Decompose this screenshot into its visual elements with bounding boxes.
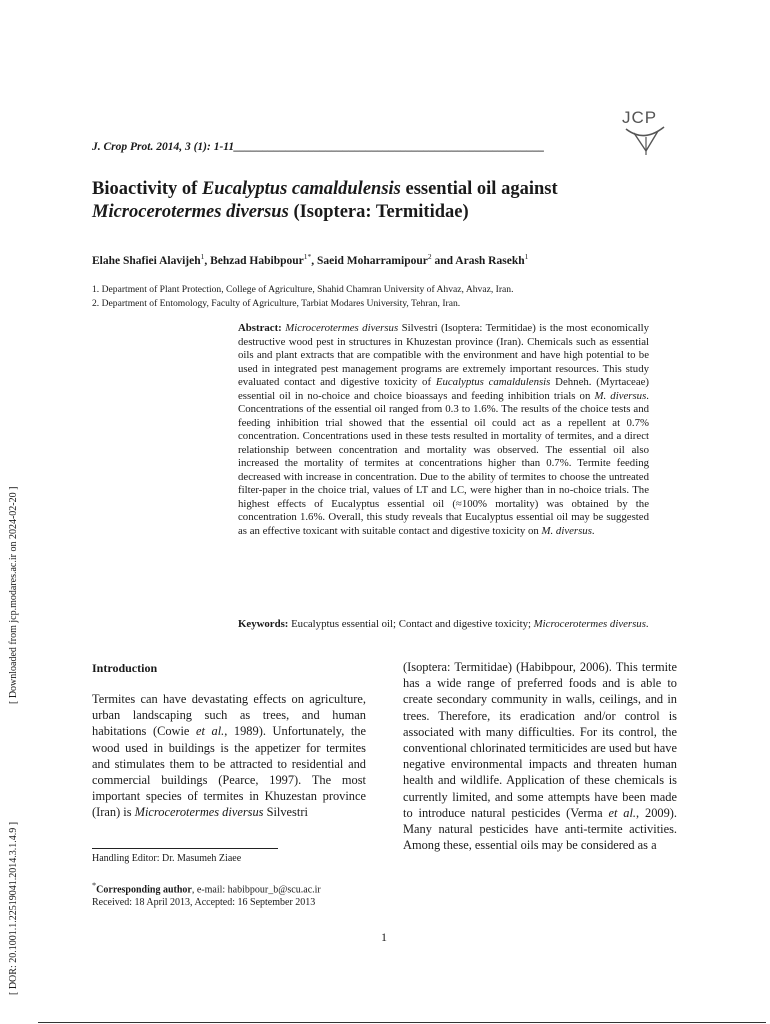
corr-email: , e-mail: habibpour_b@scu.ac.ir: [191, 884, 321, 896]
doi-stamp: [ DOR: 20.1001.1.22519041.2014.3.1.4.9 ]: [8, 821, 19, 995]
abstract-text: Silvestri (Isoptera: Termitidae) is the most economically destructive wood pest in structures in Khuzestan province (Iran). Chemicals such as essential oils and plant extracts that are compatible with the environment and have high potential to be used in integrated pest management programs are extremely important resources. This study evaluated contact and digestive toxicity of: [238, 322, 649, 388]
page-bottom-rule: [38, 1022, 766, 1023]
keywords-text: .: [645, 618, 649, 630]
abstract-text: Dehneh. (Myrtaceae) essential oil in no-choice and choice bioassays and feeding inhibition trials on: [238, 376, 649, 402]
jcp-logo-icon: [620, 103, 668, 163]
body-text: , 2009). Many natural pesticides have anti-termite activities. Among these, essential oils may be considered as a: [403, 805, 677, 853]
download-stamp: [ Downloaded from jcp.modares.ac.ir on 2024-02-20 ]: [8, 486, 19, 704]
abstract-text: .: [591, 524, 595, 537]
author-name: Elahe Shafiei Alavijeh: [92, 254, 201, 267]
keywords-label: Keywords:: [238, 618, 289, 630]
body-text: (Isoptera: Termitidae) (Habibpour, 2006). This termite has a wide range of preferred foods and is able to create secondary community in walls, ceilings, and in trees. Therefore, its eradication and/or control is associated with many difficulties. For its control, the conventional chlorinated termiticides are used but have negative environmental impacts and threaten human health and wildlife. Application of these chemicals is currently limited, and some attempts have been made to introduce natural pesticides (Verma: [403, 660, 677, 820]
author-separator: ,: [204, 254, 211, 267]
affiliations: [92, 283, 514, 311]
footnote-mark: *: [92, 881, 97, 890]
author-affil-mark: 2: [427, 252, 432, 261]
body-species: Microcerotermes diversus: [134, 805, 264, 820]
abstract-text: . Concentrations of the essential oil ranged from 0.3 to 1.6%. The results of the choice tests and feeding inhibition trial showed that the essential oil could act as a repellent at 0.7% concentration. Concentrations used in these tests resulted in mortality of termites, and a direct relationship between concentration and mortality was observed. The essential oil also increased the mortality of termites at concentrations higher than 0.7%. Termite feeding decreased with increase in concentration. Due to the ability of termites to choose the untreated filter-paper in the choice trial, values of LT and LC, were higher than in no-choice trials. The highest effects of Eucalyptus essential oil (≈100% mortality) was obtained by the concentration 1.6%. Overall, this study reveals that Eucalyptus essential oil may be suggested as an effective toxicant with suitable contact and digestive toxicity on: [238, 389, 649, 537]
affiliation-1: 1. Department of Plant Protection, College of Agriculture, Shahid Chamran University of Ahvaz, Ahvaz, Iran.: [92, 284, 514, 295]
journal-logo: [620, 103, 668, 163]
handling-editor: Handling Editor: Dr. Masumeh Ziaee: [92, 853, 242, 864]
title-text: Bioactivity of: [92, 179, 202, 199]
page-number: 1: [381, 930, 387, 944]
keywords-species: Microcerotermes diversus: [533, 618, 646, 630]
received-dates: Received: 18 April 2013, Accepted: 16 September 2013: [92, 897, 316, 909]
corresponding-author-note: [92, 879, 321, 909]
author-name: Saeid Moharramipour: [317, 254, 428, 267]
abstract-species: M. diversus: [594, 389, 647, 402]
body-italic: et al.: [196, 724, 225, 739]
body-text: Silvestri: [263, 805, 308, 820]
footnote-divider: [92, 848, 278, 849]
author-name: Behzad Habibpour: [210, 254, 304, 267]
paper-title: [92, 178, 672, 224]
journal-citation: J. Crop Prot. 2014, 3 (1): 1-11______________________________________________________: [92, 141, 545, 153]
author-name: Arash Rasekh: [455, 254, 525, 267]
author-list: [92, 252, 528, 267]
abstract-label: Abstract:: [238, 322, 282, 334]
intro-left-column: [92, 691, 366, 821]
author-separator: ,: [311, 254, 317, 267]
logo-text: JCP: [622, 108, 658, 127]
body-text: Termites can have devastating effects on agriculture, urban landscaping such as trees, and human habitations (Cowie: [92, 692, 366, 739]
section-heading: Introduction: [92, 661, 158, 675]
author-affil-mark: 1: [200, 252, 205, 261]
title-text: essential oil against: [400, 179, 558, 199]
title-species: Eucalyptus camaldulensis: [201, 179, 401, 199]
keywords: [238, 618, 649, 632]
author-affil-mark: 1*: [303, 252, 312, 261]
body-italic: et al.: [608, 805, 637, 820]
title-text: (Isoptera: Termitidae): [288, 202, 469, 222]
abstract-species: M. diversus: [541, 524, 592, 537]
abstract-species: Microcerotermes diversus: [285, 322, 399, 334]
affiliation-2: 2. Department of Entomology, Faculty of Agriculture, Tarbiat Modares University, Tehran, Iran.: [92, 298, 461, 309]
author-separator: and: [431, 254, 456, 267]
abstract-species: Eucalyptus camaldulensis: [435, 376, 551, 388]
title-species: Microcerotermes diversus: [92, 202, 289, 222]
corr-label: Corresponding author: [96, 884, 192, 896]
body-text: , 1989). Unfortunately, the wood used in buildings is the appetizer for termites and stimulates them to be attracted to residential and commercial buildings (Pearce, 1997). The most important species of termites in Khuzestan province (Iran) is: [92, 724, 366, 820]
intro-right-column: [403, 659, 677, 853]
keywords-text: Eucalyptus essential oil; Contact and digestive toxicity;: [288, 618, 534, 630]
abstract: [238, 322, 649, 538]
author-affil-mark: 1: [524, 252, 529, 261]
